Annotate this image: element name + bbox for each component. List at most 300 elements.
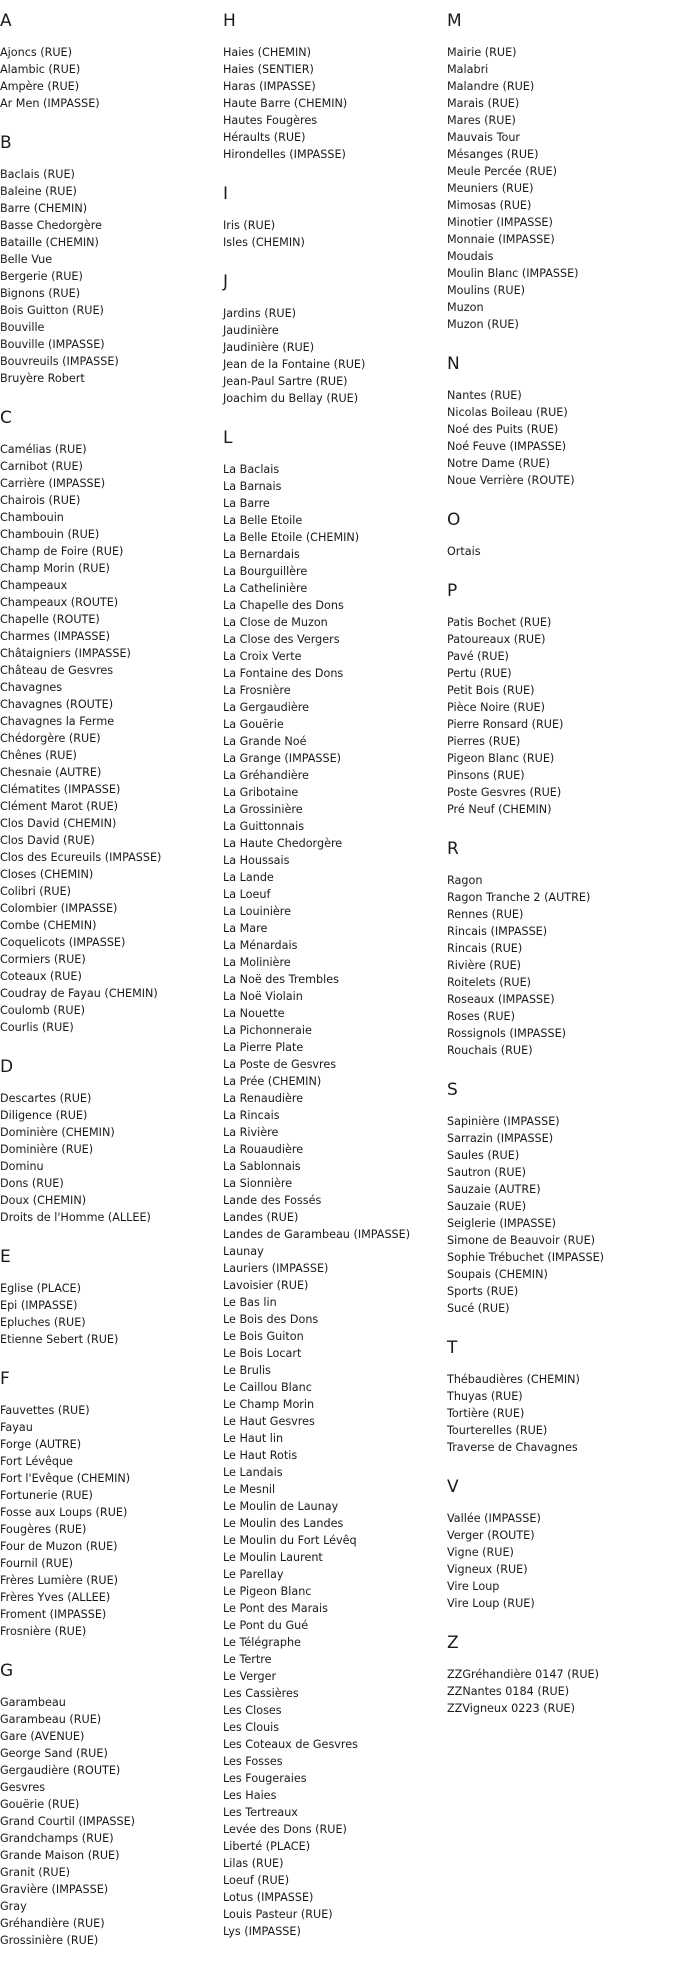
street-name-item: Coteaux (RUE) <box>0 970 82 983</box>
street-name-item: Chesnaie (AUTRE) <box>0 766 102 779</box>
street-name-item: Chavagnes <box>0 681 63 694</box>
street-name-item: Bouville (IMPASSE) <box>0 338 105 351</box>
street-name-item: Gréhandière (RUE) <box>0 1917 105 1930</box>
section-letter-heading: A <box>0 11 12 31</box>
street-name-item: La Noë Violain <box>223 990 303 1003</box>
street-name-item: Louis Pasteur (RUE) <box>223 1908 333 1921</box>
street-name-item: Rennes (RUE) <box>447 908 524 921</box>
street-name-item: Les Haies <box>223 1789 277 1802</box>
section-letter-heading: Z <box>447 1633 459 1653</box>
section-spacer <box>0 1348 220 1366</box>
letter-section-f <box>0 1366 220 1658</box>
street-name-item: Loeuf (RUE) <box>223 1874 290 1887</box>
section-spacer <box>447 1612 667 1630</box>
street-name-item: Garambeau (RUE) <box>0 1713 102 1726</box>
section-letter-heading: L <box>223 428 233 448</box>
street-name-item: Muzon <box>447 301 484 314</box>
street-name-item: Le Moulin Laurent <box>223 1551 323 1564</box>
street-name-item: Pinsons (RUE) <box>447 769 525 782</box>
street-name-item: Champeaux <box>0 579 68 592</box>
street-list <box>447 1510 667 1612</box>
street-name-item: Le Pont du Gué <box>223 1619 309 1632</box>
street-name-item: Les Clouis <box>223 1721 280 1734</box>
street-name-item: Le Champ Morin <box>223 1398 315 1411</box>
letter-section-m <box>447 8 667 351</box>
street-name-item: Eglise (PLACE) <box>0 1282 81 1295</box>
street-name-item: Saules (RUE) <box>447 1149 520 1162</box>
street-name-item: Héraults (RUE) <box>223 131 306 144</box>
street-name-item: La Haute Chedorgère <box>223 837 343 850</box>
street-name-item: Epi (IMPASSE) <box>0 1299 78 1312</box>
street-name-item: Bouville <box>0 321 45 334</box>
street-name-item: ZZGréhandière 0147 (RUE) <box>447 1668 599 1681</box>
street-name-item: Hirondelles (IMPASSE) <box>223 148 346 161</box>
street-name-item: Thuyas (RUE) <box>447 1390 523 1403</box>
street-name-item: La Noë des Trembles <box>223 973 339 986</box>
street-name-item: Jardins (RUE) <box>223 307 297 320</box>
street-name-item: Lys (IMPASSE) <box>223 1925 301 1938</box>
street-name-item: Patis Bochet (RUE) <box>447 616 552 629</box>
section-letter-heading: R <box>447 839 459 859</box>
section-letter-heading: D <box>0 1057 14 1077</box>
letter-section-r <box>447 836 667 1077</box>
street-name-item: Le Landais <box>223 1466 283 1479</box>
section-spacer <box>0 1226 220 1244</box>
section-spacer <box>0 1949 220 1967</box>
street-name-item: Pierres (RUE) <box>447 735 521 748</box>
street-name-item: Basse Chedorgère <box>0 219 102 232</box>
street-name-item: Ar Men (IMPASSE) <box>0 97 100 110</box>
street-name-item: Cormiers (RUE) <box>0 953 86 966</box>
section-spacer <box>223 251 443 269</box>
street-name-item: La Renaudière <box>223 1092 304 1105</box>
street-name-item: Simone de Beauvoir (RUE) <box>447 1234 596 1247</box>
street-name-item: George Sand (RUE) <box>0 1747 108 1760</box>
street-name-item: La Rouaudière <box>223 1143 304 1156</box>
street-name-item: Landes (RUE) <box>223 1211 299 1224</box>
section-letter-heading: I <box>223 184 229 204</box>
street-name-item: La Prée (CHEMIN) <box>223 1075 322 1088</box>
street-name-item: Colombier (IMPASSE) <box>0 902 118 915</box>
street-name-item: Lauriers (IMPASSE) <box>223 1262 329 1275</box>
letter-section-e <box>0 1244 220 1366</box>
street-name-item: Ajoncs (RUE) <box>0 46 72 59</box>
street-name-item: La Mare <box>223 922 268 935</box>
street-name-item: Haies (CHEMIN) <box>223 46 311 59</box>
street-name-item: Ragon Tranche 2 (AUTRE) <box>447 891 591 904</box>
street-name-item: Bataille (CHEMIN) <box>0 236 99 249</box>
street-name-item: Pièce Noire (RUE) <box>447 701 545 714</box>
street-name-item: Meule Percée (RUE) <box>447 165 557 178</box>
street-name-item: Roseaux (IMPASSE) <box>447 993 555 1006</box>
street-name-item: Champ Morin (RUE) <box>0 562 110 575</box>
street-name-item: La Fontaine des Dons <box>223 667 344 680</box>
street-name-item: Fauvettes (RUE) <box>0 1404 90 1417</box>
column-1 <box>0 8 220 1967</box>
section-letter-heading: T <box>447 1338 458 1358</box>
letter-section-i <box>223 181 443 269</box>
letter-section-p <box>447 578 667 836</box>
street-name-item: Poste Gesvres (RUE) <box>447 786 562 799</box>
column-2 <box>223 8 443 1958</box>
street-name-item: Sapinière (IMPASSE) <box>447 1115 560 1128</box>
street-name-item: Forge (AUTRE) <box>0 1438 82 1451</box>
street-name-item: Pavé (RUE) <box>447 650 509 663</box>
section-spacer <box>447 489 667 507</box>
street-list <box>447 872 667 1059</box>
street-name-item: Clément Marot (RUE) <box>0 800 119 813</box>
street-name-item: La Rincais <box>223 1109 280 1122</box>
street-name-item: Chênes (RUE) <box>0 749 77 762</box>
street-name-item: Isles (CHEMIN) <box>223 236 305 249</box>
street-list <box>447 1666 667 1717</box>
section-letter-heading: J <box>223 272 229 292</box>
street-name-item: Gergaudière (ROUTE) <box>0 1764 121 1777</box>
street-name-item: La Pierre Plate <box>223 1041 304 1054</box>
street-name-item: Le Bas lin <box>223 1296 277 1309</box>
street-name-item: Mares (RUE) <box>447 114 516 127</box>
street-name-item: Fortunerie (RUE) <box>0 1489 93 1502</box>
street-name-item: Bignons (RUE) <box>0 287 81 300</box>
street-name-item: La Gouërie <box>223 718 284 731</box>
letter-section-a <box>0 8 220 130</box>
street-name-item: Sucé (RUE) <box>447 1302 510 1315</box>
street-name-item: Châtaigniers (IMPASSE) <box>0 647 131 660</box>
street-name-item: Les Coteaux de Gesvres <box>223 1738 358 1751</box>
section-spacer <box>0 387 220 405</box>
section-spacer <box>0 112 220 130</box>
letter-section-l <box>223 425 443 1958</box>
letter-section-b <box>0 130 220 405</box>
street-list <box>0 1402 220 1640</box>
section-letter-heading: H <box>223 11 236 31</box>
street-name-item: La Gréhandière <box>223 769 309 782</box>
street-name-item: Mairie (RUE) <box>447 46 517 59</box>
street-name-item: Patoureaux (RUE) <box>447 633 546 646</box>
letter-section-d <box>0 1054 220 1244</box>
street-name-item: Epluches (RUE) <box>0 1316 86 1329</box>
street-name-item: Barre (CHEMIN) <box>0 202 88 215</box>
section-spacer <box>447 333 667 351</box>
street-name-item: La Rivière <box>223 1126 279 1139</box>
letter-section-n <box>447 351 667 507</box>
street-name-item: Gouërie (RUE) <box>0 1798 80 1811</box>
street-name-item: Dons (RUE) <box>0 1177 64 1190</box>
section-letter-heading: P <box>447 581 458 601</box>
street-name-item: Notre Dame (RUE) <box>447 457 550 470</box>
street-name-item: Gare (AVENUE) <box>0 1730 85 1743</box>
street-name-item: La Poste de Gesvres <box>223 1058 337 1071</box>
street-name-item: Fournil (RUE) <box>0 1557 73 1570</box>
street-name-item: Rincais (RUE) <box>447 942 523 955</box>
street-name-item: Jean de la Fontaine (RUE) <box>223 358 366 371</box>
street-name-item: Bruyère Robert <box>0 372 85 385</box>
street-name-item: Petit Bois (RUE) <box>447 684 535 697</box>
street-name-item: Château de Gesvres <box>0 664 114 677</box>
street-name-item: Meuniers (RUE) <box>447 182 534 195</box>
street-name-item: ZZNantes 0184 (RUE) <box>447 1685 570 1698</box>
street-name-item: La Louinière <box>223 905 292 918</box>
street-name-item: Landes de Garambeau (IMPASSE) <box>223 1228 411 1241</box>
street-name-item: Dominière (CHEMIN) <box>0 1126 115 1139</box>
section-letter-heading: F <box>0 1369 10 1389</box>
street-list <box>447 543 667 560</box>
street-name-item: Coulomb (RUE) <box>0 1004 86 1017</box>
street-name-item: Jaudinière <box>223 324 279 337</box>
section-spacer <box>447 1456 667 1474</box>
street-name-item: Le Moulin de Launay <box>223 1500 339 1513</box>
street-name-item: Le Brulis <box>223 1364 271 1377</box>
street-name-item: Traverse de Chavagnes <box>447 1441 578 1454</box>
section-letter-heading: G <box>0 1661 14 1681</box>
section-spacer <box>447 1059 667 1077</box>
street-name-item: La Loeuf <box>223 888 271 901</box>
letter-section-z <box>447 1630 667 1735</box>
street-name-item: Chairois (RUE) <box>0 494 81 507</box>
street-name-item: Pigeon Blanc (RUE) <box>447 752 555 765</box>
section-letter-heading: M <box>447 11 462 31</box>
street-name-item: La Frosnière <box>223 684 291 697</box>
letter-section-s <box>447 1077 667 1335</box>
street-name-item: Le Verger <box>223 1670 277 1683</box>
street-name-item: Le Bois Guiton <box>223 1330 304 1343</box>
street-name-item: Le Tertre <box>223 1653 272 1666</box>
street-name-item: Fort Lévêque <box>0 1455 73 1468</box>
street-list <box>447 44 667 333</box>
street-name-item: Mimosas (RUE) <box>447 199 532 212</box>
street-name-item: La Grange (IMPASSE) <box>223 752 342 765</box>
section-letter-heading: V <box>447 1477 459 1497</box>
street-name-item: Haras (IMPASSE) <box>223 80 316 93</box>
street-name-item: La Lande <box>223 871 274 884</box>
street-name-item: La Sablonnais <box>223 1160 301 1173</box>
street-name-item: Le Bois Locart <box>223 1347 302 1360</box>
street-name-item: Chavagnes (ROUTE) <box>0 698 114 711</box>
street-name-item: Le Moulin des Landes <box>223 1517 344 1530</box>
street-name-item: Frères Lumière (RUE) <box>0 1574 119 1587</box>
street-name-item: Gray <box>0 1900 27 1913</box>
street-name-item: Marais (RUE) <box>447 97 520 110</box>
street-name-item: Gravière (IMPASSE) <box>0 1883 109 1896</box>
street-name-item: La Croix Verte <box>223 650 302 663</box>
street-name-item: Clos David (CHEMIN) <box>0 817 117 830</box>
street-name-item: La Barnais <box>223 480 282 493</box>
street-name-item: Gesvres <box>0 1781 46 1794</box>
letter-section-h <box>223 8 443 181</box>
street-name-item: La Barre <box>223 497 270 510</box>
street-name-item: La Grossinière <box>223 803 303 816</box>
street-name-item: Moudais <box>447 250 494 263</box>
street-name-item: La Bernardais <box>223 548 300 561</box>
street-name-item: La Belle Etoile <box>223 514 303 527</box>
street-name-item: Tourterelles (RUE) <box>447 1424 548 1437</box>
street-name-item: Les Closes <box>223 1704 282 1717</box>
street-name-item: Chambouin (RUE) <box>0 528 100 541</box>
street-name-item: Froment (IMPASSE) <box>0 1608 107 1621</box>
street-name-item: Granit (RUE) <box>0 1866 71 1879</box>
street-name-item: La Guittonnais <box>223 820 305 833</box>
street-name-item: Fayau <box>0 1421 33 1434</box>
section-spacer <box>0 1036 220 1054</box>
street-name-item: Descartes (RUE) <box>0 1092 92 1105</box>
street-name-item: Thébaudières (CHEMIN) <box>447 1373 580 1386</box>
street-name-item: Le Haut lin <box>223 1432 284 1445</box>
street-name-item: Ampère (RUE) <box>0 80 80 93</box>
street-name-item: Pierre Ronsard (RUE) <box>447 718 564 731</box>
street-list <box>447 614 667 818</box>
street-list <box>0 44 220 112</box>
street-name-item: Soupais (CHEMIN) <box>447 1268 548 1281</box>
street-name-item: La Sionnière <box>223 1177 293 1190</box>
street-name-item: Rivière (RUE) <box>447 959 522 972</box>
section-spacer <box>0 1640 220 1658</box>
street-name-item: Champeaux (ROUTE) <box>0 596 119 609</box>
section-letter-heading: S <box>447 1080 458 1100</box>
street-name-item: Le Haut Rotis <box>223 1449 298 1462</box>
street-name-item: Noue Verrière (ROUTE) <box>447 474 575 487</box>
street-name-item: Mésanges (RUE) <box>447 148 539 161</box>
street-name-item: La Chapelle des Dons <box>223 599 344 612</box>
street-name-item: Hautes Fougères <box>223 114 318 127</box>
street-name-item: Le Télégraphe <box>223 1636 301 1649</box>
letter-section-j <box>223 269 443 425</box>
street-name-item: Moulin Blanc (IMPASSE) <box>447 267 579 280</box>
street-name-item: Sauzaie (RUE) <box>447 1200 527 1213</box>
street-name-item: Lavoisier (RUE) <box>223 1279 309 1292</box>
street-name-item: Bergerie (RUE) <box>0 270 83 283</box>
street-name-item: Roitelets (RUE) <box>447 976 532 989</box>
street-name-item: Les Tertreaux <box>223 1806 298 1819</box>
section-spacer <box>447 560 667 578</box>
street-name-item: La Houssais <box>223 854 290 867</box>
street-name-item: Le Bois des Dons <box>223 1313 319 1326</box>
letter-section-o <box>447 507 667 578</box>
street-name-item: La Gergaudière <box>223 701 309 714</box>
street-name-item: La Belle Etoile (CHEMIN) <box>223 531 360 544</box>
street-name-item: Pré Neuf (CHEMIN) <box>447 803 552 816</box>
street-name-item: Mauvais Tour <box>447 131 521 144</box>
street-name-item: Malandre (RUE) <box>447 80 535 93</box>
street-name-item: Charmes (IMPASSE) <box>0 630 110 643</box>
street-name-item: Alambic (RUE) <box>0 63 81 76</box>
letter-section-v <box>447 1474 667 1630</box>
street-list <box>223 217 443 251</box>
section-spacer <box>447 1317 667 1335</box>
street-name-item: Dominu <box>0 1160 44 1173</box>
street-name-item: La Molinière <box>223 956 291 969</box>
street-name-item: Frères Yves (ALLEE) <box>0 1591 111 1604</box>
street-name-item: Belle Vue <box>0 253 53 266</box>
street-name-item: Jean-Paul Sartre (RUE) <box>223 375 348 388</box>
section-letter-heading: O <box>447 510 461 530</box>
street-name-item: Le Parellay <box>223 1568 284 1581</box>
street-name-item: Fosse aux Loups (RUE) <box>0 1506 128 1519</box>
street-name-item: Bouvreuils (IMPASSE) <box>0 355 119 368</box>
street-name-item: Courlis (RUE) <box>0 1021 74 1034</box>
street-name-item: Fort l'Evêque (CHEMIN) <box>0 1472 131 1485</box>
street-name-item: Seiglerie (IMPASSE) <box>447 1217 556 1230</box>
street-name-item: Grand Courtil (IMPASSE) <box>0 1815 136 1828</box>
street-name-item: Jaudinière (RUE) <box>223 341 315 354</box>
street-name-item: Nantes (RUE) <box>447 389 522 402</box>
street-name-item: Combe (CHEMIN) <box>0 919 97 932</box>
street-name-item: Le Pigeon Blanc <box>223 1585 312 1598</box>
street-name-item: Le Mesnil <box>223 1483 276 1496</box>
street-name-item: Les Fougeraies <box>223 1772 307 1785</box>
street-name-item: Rossignols (IMPASSE) <box>447 1027 567 1040</box>
street-name-item: Frosnière (RUE) <box>0 1625 87 1638</box>
street-name-item: Sports (RUE) <box>447 1285 519 1298</box>
street-name-item: Liberté (PLACE) <box>223 1840 311 1853</box>
letter-section-g <box>0 1658 220 1967</box>
letter-section-c <box>0 405 220 1054</box>
street-name-item: Baclais (RUE) <box>0 168 75 181</box>
street-name-item: Coquelicots (IMPASSE) <box>0 936 126 949</box>
street-name-item: Doux (CHEMIN) <box>0 1194 87 1207</box>
street-name-item: Carnibot (RUE) <box>0 460 83 473</box>
street-name-item: La Gribotaine <box>223 786 299 799</box>
street-name-item: Diligence (RUE) <box>0 1109 88 1122</box>
street-name-item: La Baclais <box>223 463 280 476</box>
street-name-item: La Bourguillère <box>223 565 308 578</box>
street-name-item: Baleine (RUE) <box>0 185 77 198</box>
street-name-item: Joachim du Bellay (RUE) <box>223 392 359 405</box>
street-name-item: Garambeau <box>0 1696 66 1709</box>
street-name-item: Vigne (RUE) <box>447 1546 514 1559</box>
street-list <box>0 441 220 1036</box>
street-name-item: Minotier (IMPASSE) <box>447 216 553 229</box>
street-name-item: Grande Maison (RUE) <box>0 1849 120 1862</box>
street-name-item: Le Moulin du Fort Lévêq <box>223 1534 357 1547</box>
street-name-item: Le Pont des Marais <box>223 1602 328 1615</box>
street-name-item: Nicolas Boileau (RUE) <box>447 406 568 419</box>
street-name-item: Chambouin <box>0 511 64 524</box>
street-name-item: Chédorgère (RUE) <box>0 732 101 745</box>
street-name-item: Closes (CHEMIN) <box>0 868 94 881</box>
street-list <box>0 1694 220 1949</box>
street-list <box>447 1371 667 1456</box>
street-name-item: Camélias (RUE) <box>0 443 87 456</box>
street-name-item: Tortière (RUE) <box>447 1407 525 1420</box>
street-name-item: Iris (RUE) <box>223 219 276 232</box>
street-name-item: Grossinière (RUE) <box>0 1934 99 1947</box>
street-name-item: La Cathelinière <box>223 582 308 595</box>
street-name-item: Ortais <box>447 545 481 558</box>
street-name-item: Dominière (RUE) <box>0 1143 94 1156</box>
street-name-item: Le Caillou Blanc <box>223 1381 312 1394</box>
street-list <box>0 166 220 387</box>
street-name-item: Launay <box>223 1245 264 1258</box>
section-spacer <box>223 407 443 425</box>
street-name-item: Four de Muzon (RUE) <box>0 1540 118 1553</box>
street-name-item: Sophie Trébuchet (IMPASSE) <box>447 1251 605 1264</box>
street-name-item: La Close de Muzon <box>223 616 328 629</box>
section-letter-heading: N <box>447 354 460 374</box>
street-name-item: Roses (RUE) <box>447 1010 515 1023</box>
street-name-item: Malabri <box>447 63 489 76</box>
section-spacer <box>223 163 443 181</box>
street-name-item: Sauzaie (AUTRE) <box>447 1183 541 1196</box>
street-name-item: Sarrazin (IMPASSE) <box>447 1132 554 1145</box>
street-name-item: Clos des Ecureuils (IMPASSE) <box>0 851 162 864</box>
street-name-item: Le Haut Gesvres <box>223 1415 315 1428</box>
street-name-item: Rincais (IMPASSE) <box>447 925 548 938</box>
street-name-item: Etienne Sebert (RUE) <box>0 1333 119 1346</box>
street-name-item: Monnaie (IMPASSE) <box>447 233 555 246</box>
column-3 <box>447 8 667 1735</box>
street-name-item: La Pichonneraie <box>223 1024 312 1037</box>
street-name-item: Vire Loup <box>447 1580 500 1593</box>
